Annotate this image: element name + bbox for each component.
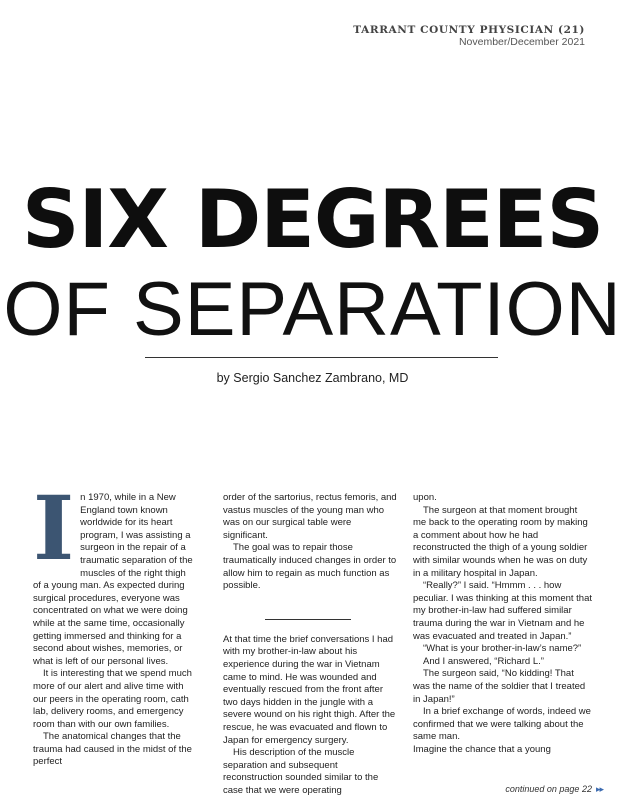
section-divider xyxy=(265,619,351,620)
paragraph: “What is your brother-in-law’s name?” xyxy=(423,643,582,655)
paragraph: The surgeon said, “No kidding! That was the name of the soldier that I treated in Japan!” xyxy=(413,668,586,705)
publication-name: TARRANT COUNTY PHYSICIAN (21) xyxy=(353,24,585,36)
page-header xyxy=(353,24,585,48)
paragraph: His description of the muscle separation and subsequent reconstruction sounded similar to the case that we were operating xyxy=(223,747,379,796)
paragraph: It is interesting that we spend much more of our alert and alive time with our peers in the operating room, cath lab, delivery rooms, and emergency room than with our own families. xyxy=(33,668,192,730)
issue-date: November/December 2021 xyxy=(458,36,585,49)
paragraph: upon. xyxy=(413,492,437,503)
paragraph: order of the sartorius, rectus femoris, and vastus muscles of the young man who was on our surgical table were significant. xyxy=(223,492,397,541)
paragraph: Imagine the chance that a young xyxy=(413,743,551,755)
paragraph: The anatomical changes that the trauma had caused in the midst of the perfect xyxy=(33,731,192,768)
byline: by Sergio Sanchez Zambrano, MD xyxy=(216,371,409,385)
paragraph: The goal was to repair those traumatically induced changes in order to allow him to regain as much function as possible. xyxy=(223,542,397,592)
double-arrow-icon: ▸▸ xyxy=(595,784,603,794)
paragraph: “Really?” I said. “Hmmm . . . how peculiar. I was thinking at this moment that my brother-in-law had suffered similar trauma during the war in Vietnam and he was evacuated and treated in Japan.” xyxy=(413,580,593,642)
paragraph: The surgeon at that moment brought me back to the operating room by making a comment about how he had reconstructed the thigh of a young soldier with similar wounds when he was on duty in a military hospital in Japan. xyxy=(413,504,588,579)
paragraph: At that time the brief conversations I had with my brother-in-law about his experience during the war in Vietnam came to mind. He was wounded and eventually rescued from the front after two days hidden in the jungle with a severe wound on his right thigh. After the rescue, he was evacuated and flown to Japan for emergency surgery. xyxy=(223,633,396,746)
drop-cap: I xyxy=(33,476,75,580)
title-line-2: OF SEPARATION xyxy=(3,267,622,352)
continued-label: continued on page 22 xyxy=(505,784,592,794)
paragraph: In a brief exchange of words, indeed we confirmed that we were talking about the same man. xyxy=(413,706,591,743)
article-column-3 xyxy=(413,492,593,756)
paragraph: n 1970, while in a New England town known worldwide for its heart program, I was assisting a surgeon in the repair of a traumatic separation of the muscles of the right thigh of a young man. As expected during surgical procedures, everyone was concentrated on what we were doing while at the same time, occasionally getting immersed and thinking for a second about wishes, memories, or what is left of our personal lives. xyxy=(33,492,193,667)
continued-link[interactable] xyxy=(505,784,603,795)
paragraph: And I answered, “Richard L.” xyxy=(423,655,544,667)
title-line-1: SIX DEGREES xyxy=(21,173,604,266)
article-column-1 xyxy=(33,476,195,769)
title-divider xyxy=(145,357,498,358)
article-column-2 xyxy=(223,492,397,797)
